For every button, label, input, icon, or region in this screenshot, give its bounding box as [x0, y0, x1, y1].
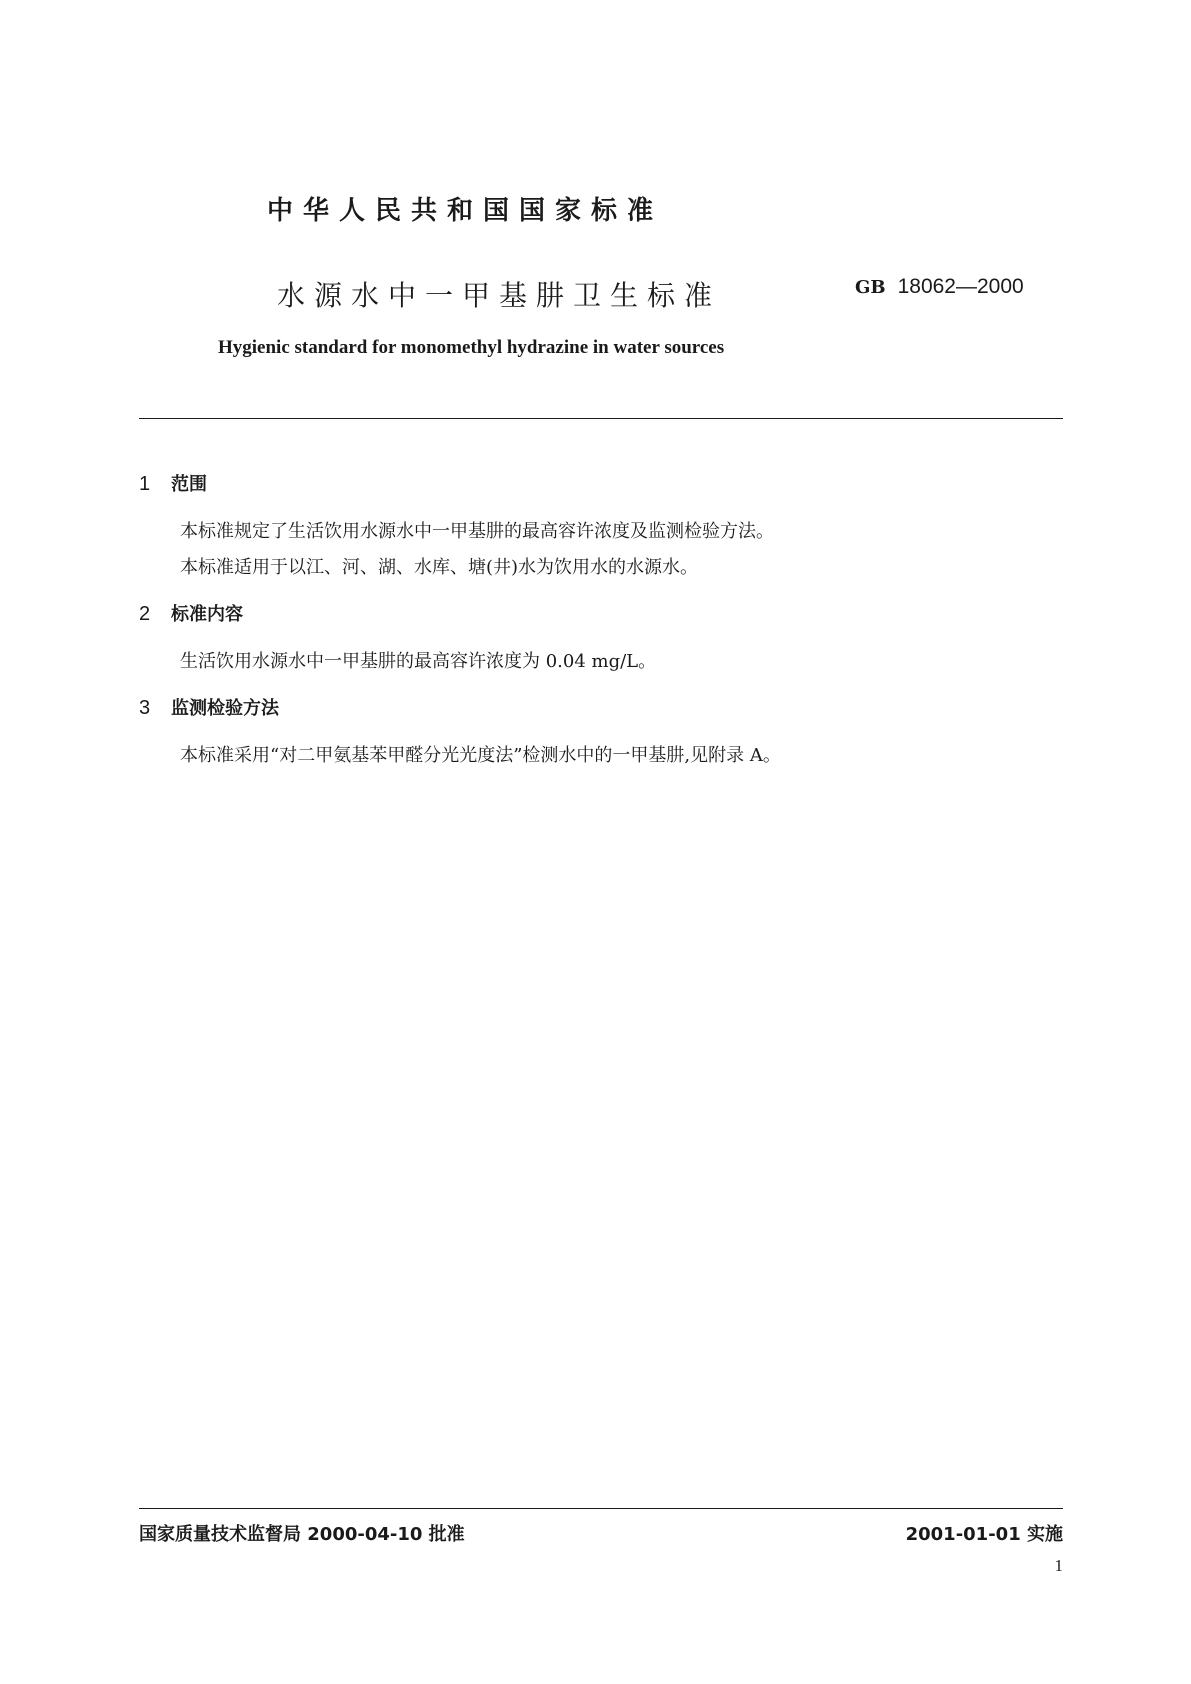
paragraph: 本标准适用于以江、河、湖、水库、塘(井)水为饮用水的水源水。: [180, 557, 699, 578]
section-number: 2: [139, 603, 151, 625]
paragraph: 本标准规定了生活饮用水源水中一甲基肼的最高容许浓度及监测检验方法。: [180, 521, 774, 542]
section-number: 3: [139, 697, 151, 719]
paragraph: 本标准采用“对二甲氨基苯甲醛分光光度法”检测水中的一甲基肼,见附录 A。: [180, 745, 781, 766]
country-standard-heading: 中华人民共和国国家标准: [266, 196, 663, 226]
footer-divider: [139, 1508, 1063, 1509]
section-heading-2: [139, 600, 243, 626]
standard-code-prefix: GB: [855, 277, 886, 298]
section-title: 范围: [171, 474, 207, 495]
section-title: 监测检验方法: [171, 698, 279, 719]
section-heading-1: [139, 470, 207, 496]
standard-code: [855, 274, 1024, 299]
section-title: 标准内容: [171, 604, 243, 625]
section-number: 1: [139, 473, 151, 495]
approval-line: 国家质量技术监督局 2000-04-10 批准: [139, 1524, 465, 1545]
standard-title-en: Hygienic standard for monomethyl hydrazine in water sources: [218, 337, 725, 358]
section-heading-3: [139, 694, 279, 720]
standard-title-cn: 水源水中一甲基肼卫生标准: [277, 279, 722, 312]
standard-code-number: 18062—2000: [897, 275, 1024, 298]
page-number: 1: [1054, 1556, 1063, 1575]
header-divider: [139, 418, 1063, 419]
effective-date-line: 2001-01-01 实施: [905, 1524, 1063, 1545]
paragraph: 生活饮用水源水中一甲基肼的最高容许浓度为 0.04 mg/L。: [180, 651, 657, 672]
